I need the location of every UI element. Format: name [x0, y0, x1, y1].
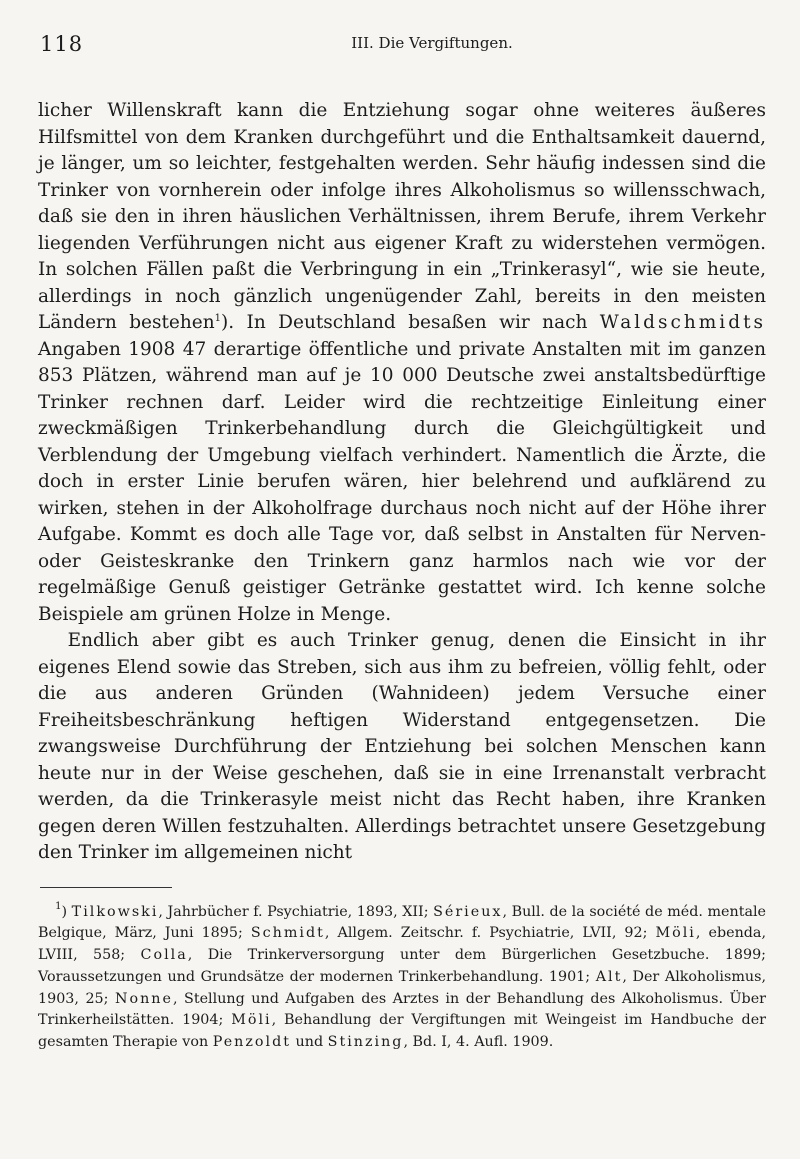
fn-text: , Allgem. Zeitschr. f. Psychiatrie, LVII, 92;: [324, 925, 656, 942]
fn-author: Sérieux: [433, 903, 503, 920]
fn-text: , Die Trinkerversorgung unter dem Bürgerlichen Gesetzbuche. 1899; Voraussetzungen und Grundsätze der modernen Trinkerbehandlung. 1901;: [38, 947, 766, 985]
page-number: 118: [40, 32, 84, 56]
p1-text-2: ). In Deutschland besaßen wir nach: [221, 312, 600, 333]
fn-text: , ebenda, LVIII, 558;: [38, 925, 766, 964]
running-head: III. Die Vergiftungen.: [351, 34, 513, 52]
fn-text: , Bd. I, 4. Aufl. 1909.: [403, 1034, 554, 1051]
author-name-waldschmidt: Waldschmidts: [599, 312, 766, 333]
footnote-divider: [40, 887, 172, 888]
fn-author: Schmidt: [250, 925, 325, 942]
paragraph-2: Endlich aber gibt es auch Trinker genug, denen die Einsicht in ihr eigenes Elend sowie das Streben, sich aus ihm zu befreien, völlig fehlt, oder die aus anderen Gründen (Wahnideen) jedem Versuche einer Freiheitsbeschränkung heftigen Widerstand entgegensetzen. Die zwangsweise Durchführung der Entziehung bei solchen Menschen kann heute nur in der Weise geschehen, daß sie in eine Irrenanstalt verbracht werden, da die Trinkerasyle meist nicht das Recht haben, ihre Kranken gegen deren Willen festzuhalten. Allerdings betrachtet unsere Gesetzgebung den Trinker im allgemeinen nicht: [38, 630, 766, 863]
fn-author: Colla: [140, 947, 188, 964]
footnote-text: $^1$) Tilkowski, Jahrbücher f. Psychiatrie, 1893, XII; Sérieux, Bull. de la société de méd. mentale Belgique, März, Juni 1895; Schmidt, Allgem. Zeitschr. f. Psychiatrie, LVII, 92; Möli, ebenda, LVIII, 558; Colla, Die Trinkerversorgung unter dem Bürgerlichen Gesetzbuche. 1899; Voraussetzungen und Grundsätze der modernen Trinkerbehandlung. 1901; Alt, Der Alkoholismus, 1903, 25; Nonne, Stellung und Aufgaben des Arztes in der Behandlung des Alkoholismus. Über Trinkerheilstätten. 1904; Möli, Behandlung der Vergiftungen mit Weingeist im Handbuche der gesamten Therapie von Penzoldt und Stinzing, Bd. I, 4. Aufl. 1909.: [38, 900, 766, 1051]
book-page: [38, 28, 766, 1054]
body-text: [38, 98, 766, 867]
fn-author: Möli: [655, 925, 696, 942]
footnote-reference: 1: [214, 313, 222, 324]
fn-text: , Der Alkoholismus, 1903, 25;: [38, 968, 766, 1007]
footnote: [38, 902, 766, 1055]
fn-author: Nonne: [114, 990, 173, 1007]
paragraph-1: [38, 98, 766, 628]
fn-author: Alt: [595, 968, 623, 985]
fn-text: , Bull. de la société de méd. mentale Belgique, März, Juni 1895;: [38, 903, 766, 942]
fn-author: Tilkowski: [71, 903, 159, 920]
p1-text-1: licher Willenskraft kann die Entziehung sogar ohne weiteres äußeres Hilfsmittel von dem Kranken durchgeführt und die Enthaltsamkeit dauernd, je länger, um so leichter, festgehalten werden. Sehr häufig indessen sind die Trinker von vornherein oder infolge ihres Alkoholismus so willensschwach, daß sie den in ihren häuslichen Verhältnissen, ihrem Berufe, ihrem Verkehr liegenden Verführungen nicht aus eigener Kraft zu widerstehen vermögen. In solchen Fällen paßt die Verbringung in ein „Trinkerasyl“, wie sie heute, allerdings in noch gänzlich ungenügender Zahl, bereits in den meisten Ländern bestehen: [38, 100, 766, 333]
fn-author: Penzoldt: [212, 1034, 291, 1051]
fn-author: Möli: [231, 1012, 272, 1029]
footnote-mark: 1: [55, 900, 62, 912]
page-header: [38, 28, 766, 58]
fn-text: und: [290, 1034, 328, 1051]
fn-author: Stinzing: [327, 1034, 404, 1051]
fn-text: , Stellung und Aufgaben des Arztes in der Behandlung des Alkoholismus. Über Trinkerheilstätten. 1904;: [38, 990, 766, 1029]
p1-text-3: Angaben 1908 47 derartige öffentliche und private Anstalten mit im ganzen 853 Plätzen, während man auf je 10 000 Deutsche zwei anstaltsbedürftige Trinker rechnen darf. Leider wird die rechtzeitige Einleitung einer zweckmäßigen Trinkerbehandlung durch die Gleichgültigkeit und Verblendung der Umgebung vielfach verhindert. Namentlich die Ärzte, die doch in erster Linie berufen wären, hier belehrend und aufklärend zu wirken, stehen in der Alkoholfrage durchaus noch nicht auf der Höhe ihrer Aufgabe. Kommt es doch alle Tage vor, daß selbst in Anstalten für Nerven- oder Geisteskranke den Trinkern ganz harmlos nach wie vor der regelmäßige Genuß geistiger Getränke gestattet wird. Ich kenne solche Beispiele am grünen Holze in Menge.: [38, 338, 766, 625]
fn-text: , Jahrbücher f. Psychiatrie, 1893, XII;: [158, 903, 434, 920]
fn-text: , Behandlung der Vergiftungen mit Weingeist im Handbuche der gesamten Therapie von: [38, 1012, 766, 1051]
